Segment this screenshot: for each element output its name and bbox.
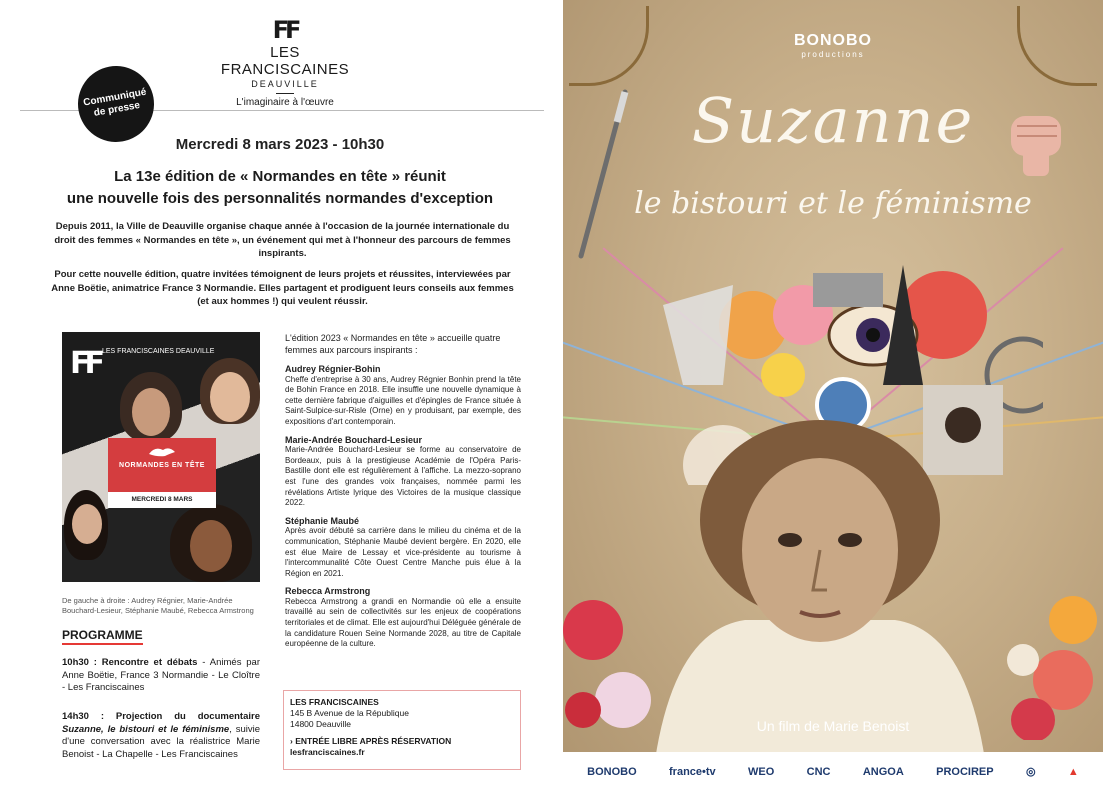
event-flyer-image (62, 332, 260, 582)
portrait-face-3 (72, 504, 102, 544)
photo-caption: De gauche à droite : Audrey Régnier, Marie-Andrée Bouchard-Lesieur, Stéphanie Maubé, Rebecca Armstrong (62, 596, 254, 615)
programme-heading: PROGRAMME (62, 628, 143, 645)
flyer-title-card (108, 438, 216, 498)
flyer-title: NORMANDES EN TÊTE (119, 462, 205, 469)
partner-logo: BONOBO (587, 765, 637, 778)
intro-paragraph-2: Pour cette nouvelle édition, quatre invitées témoignent de leurs projets et réussites, interviewées par Anne Boëtie, animatrice France 3 Normandie. Elles partagent et prodiguent leurs conseils aux femmes (et aux hommes !) qui veulent réussir. (51, 269, 514, 307)
film-poster (563, 0, 1103, 791)
portrait-face-4 (190, 520, 232, 572)
intro-paragraph-1: Depuis 2011, la Ville de Deauville organise chaque année à l'occasion de la journée internationale du droit des femmes « Normandes en tête », un événement qui met à l'honneur des parcours de femmes inspirants. (54, 221, 511, 259)
programme-item-1-time: 10h30 : Rencontre et débats (62, 657, 198, 668)
entry-note: › ENTRÉE LIBRE APRÈS RÉSERVATION (290, 736, 452, 746)
brand-tagline: L'imaginaire à l'œuvre (236, 97, 334, 108)
brand-mark: FF (272, 16, 298, 44)
headline-line-2: une nouvelle fois des personnalités normandes d'exception (66, 190, 494, 207)
flyer-brand: LES FRANCISCAINES DEAUVILLE (102, 348, 215, 355)
programme-item-2-text: , suivie d'une conversation avec la réalistrice Marie Benoist - La Chapelle - Les Franciscaines (62, 723, 260, 760)
headline (40, 166, 520, 210)
guest-name: Audrey Régnier-Bohin (285, 364, 381, 374)
partner-logo: france•tv (669, 765, 716, 778)
portrait-face-1 (132, 388, 170, 436)
raised-fist-icon (1003, 98, 1073, 178)
venue-name: LES FRANCISCAINES (290, 697, 379, 707)
flyer-date: MERCREDI 8 MARS (108, 492, 216, 508)
film-title: Suzanne (691, 84, 975, 157)
partner-logo: PROCIREP (936, 765, 994, 778)
event-date: Mercredi 8 mars 2023 - 10h30 (175, 136, 385, 153)
venue-address-2: 14800 Deauville (290, 719, 351, 729)
programme-item-2-title: Suzanne, le bistouri et le féminisme (62, 723, 230, 735)
production-sub: productions (801, 50, 865, 59)
headline-line-1: La 13e édition de « Normandes en tête » réunit (114, 168, 446, 185)
brand-divider (276, 93, 294, 94)
portrait-face-2 (210, 372, 250, 422)
programme-item-2 (62, 711, 260, 761)
guest-name: Stéphanie Maubé (285, 515, 360, 526)
guest-bio: Rebecca Armstrong a grandi en Normandie où elle a ensuite travaillé au sein de collectivités sur les enjeux de coopérations territoriales et de climat. Elle est aujourd'hui Déléguée générale de la candidature Rouen Seine Normande 2028, au titre de Capitale européenne de la culture. (285, 596, 521, 649)
venue-info-box (283, 690, 521, 770)
partner-logo: ▲ (1067, 765, 1079, 778)
partner-logo: CNC (806, 765, 831, 778)
brand-city: DEAUVILLE (251, 79, 319, 89)
guest-bio: Après avoir débuté sa carrière dans le milieu du cinéma et de la communication, Stéphanie Maubé devient bergère. En 2020, elle est élue Maire de Lessay et vice-présidente au tourisme à l'intercommunalité Côte Ouest Centre Manche puis élue à la Région en 2021. (285, 526, 521, 578)
film-credit: Un film de Marie Benoist (756, 718, 910, 734)
website-link[interactable]: lesfranciscaines.fr (290, 747, 365, 757)
partner-logo: ANGOA (862, 765, 904, 778)
brand-name: LES FRANCISCAINES (220, 44, 350, 78)
programme-item-1-text: - Animés par Anne Boëtie, France 3 Normandie - Le Cloître - Les Franciscaines (62, 657, 260, 693)
guest-bio: Cheffe d'entreprise à 30 ans, Audrey Régnier Bonhin prend la tête de Bohin France en 2018. Elle insuffle une nouvelle dynamique à cette dernière fabrique d'aiguilles et d'épingles de France située à Saint-Sulpice-sur-Risle (Orne) en y produisant, par exemple, des expositions d'art contemporain. (285, 374, 521, 426)
film-subtitle: le bistouri et le féminisme (634, 186, 1032, 221)
partner-logo: ◎ (1025, 766, 1036, 778)
guest-name: Rebecca Armstrong (285, 586, 371, 597)
programme-item-2-time: 14h30 : Projection du documentaire (62, 711, 260, 722)
partner-logos (563, 752, 1103, 791)
guests-intro: L'édition 2023 « Normandes en tête » accueille quatre femmes aux parcours inspirants : (285, 333, 501, 355)
programme-item-1 (62, 657, 260, 695)
production-logo: BONOBO (794, 32, 872, 49)
partner-logo: WEO (748, 765, 775, 778)
leopard-icon (147, 444, 177, 458)
flyer-logo: FF (70, 346, 99, 381)
press-badge: Communiqué de presse (72, 60, 160, 148)
scalpel-icon (573, 86, 633, 266)
guest-bio: Marie-Andrée Bouchard-Lesieur se forme au conservatoire de Bordeaux, puis à la prestigieuse Académie de l'Opéra Paris-Bastille dont elle est régulièrement à l'affiche. La mezzo-soprano est l'une des grandes voix françaises, nommée parmi les révélations Artiste lyrique des Victoires de la musique classique 2022. (285, 445, 521, 508)
guest-name: Marie-Andrée Bouchard-Lesieur (285, 434, 423, 445)
brand-header (205, 18, 365, 108)
guests-column (285, 332, 521, 650)
woman-portrait (655, 400, 985, 760)
venue-address-1: 145 B Avenue de la République (290, 708, 409, 718)
